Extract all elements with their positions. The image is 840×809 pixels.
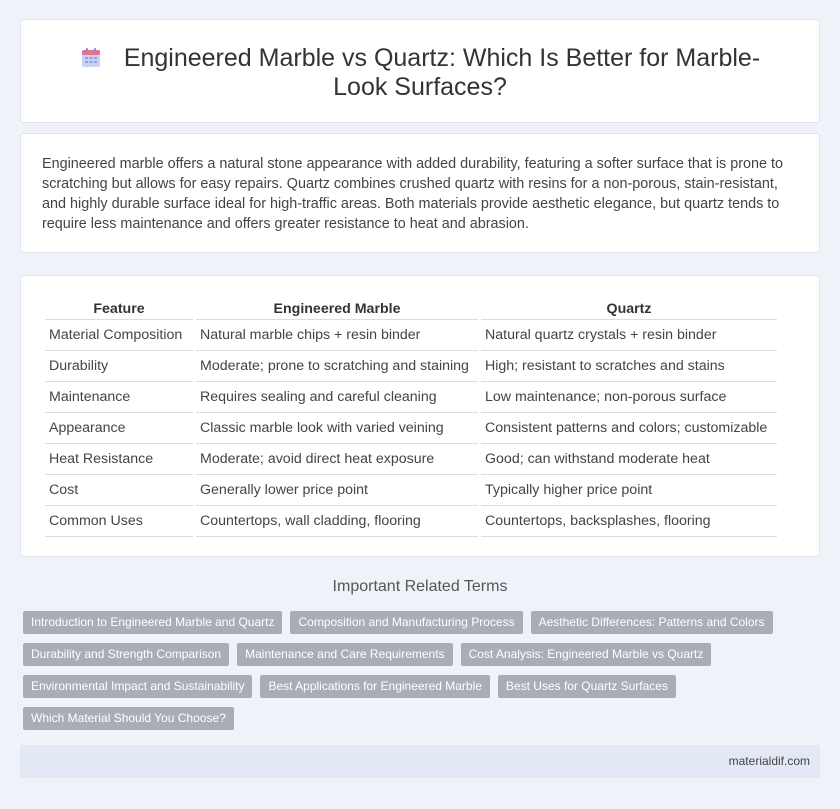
related-term-tag[interactable]: Best Uses for Quartz Surfaces [498, 675, 676, 698]
header-card [20, 19, 820, 123]
feature-cell: Maintenance [45, 382, 193, 413]
table-row [45, 320, 777, 351]
related-term-tag[interactable]: Introduction to Engineered Marble and Quartz [23, 611, 282, 634]
column-header-engineered-marble: Engineered Marble [196, 296, 478, 320]
footer-bar [20, 745, 820, 778]
intro-paragraph: Engineered marble offers a natural stone appearance with added durability, featuring a softer surface that is prone to scratching but allows for easy repairs. Quartz combines crushed quartz with resins for a non-porous, stain-resistant, and highly durable surface ideal for high-traffic areas. Both materials provide aesthetic elegance, but quartz tends to require less maintenance and offers greater resistance to heat and abrasion. [42, 156, 784, 232]
table-row [45, 444, 777, 475]
engineered-marble-cell: Moderate; prone to scratching and staining [196, 351, 478, 382]
related-term-tag[interactable]: Environmental Impact and Sustainability [23, 675, 252, 698]
table-row [45, 506, 777, 537]
engineered-marble-cell: Classic marble look with varied veining [196, 413, 478, 444]
quartz-cell: Low maintenance; non-porous surface [481, 382, 777, 413]
page-title-text: Engineered Marble vs Quartz: Which Is Better for Marble-Look Surfaces? [123, 44, 761, 101]
comparison-table [42, 296, 780, 537]
quartz-cell: Good; can withstand moderate heat [481, 444, 777, 475]
quartz-cell: Natural quartz crystals + resin binder [481, 320, 777, 351]
related-term-tag[interactable]: Durability and Strength Comparison [23, 643, 229, 666]
related-term-tag[interactable]: Cost Analysis: Engineered Marble vs Quartz [461, 643, 712, 666]
feature-cell: Cost [45, 475, 193, 506]
table-header-row [45, 296, 777, 320]
quartz-cell: Consistent patterns and colors; customizable [481, 413, 777, 444]
quartz-cell: Typically higher price point [481, 475, 777, 506]
column-header-quartz: Quartz [481, 296, 777, 320]
related-terms-list [23, 611, 803, 730]
engineered-marble-cell: Countertops, wall cladding, flooring [196, 506, 478, 537]
table-row [45, 382, 777, 413]
engineered-marble-cell: Generally lower price point [196, 475, 478, 506]
feature-cell: Durability [45, 351, 193, 382]
table-row [45, 475, 777, 506]
related-terms-heading: Important Related Terms [332, 578, 508, 595]
feature-cell: Appearance [45, 413, 193, 444]
comparison-card [20, 275, 820, 557]
intro-card [20, 133, 820, 253]
page-title [61, 44, 779, 102]
feature-cell: Material Composition [45, 320, 193, 351]
table-row [45, 413, 777, 444]
calendar-icon [80, 47, 102, 69]
table-row [45, 351, 777, 382]
related-term-tag[interactable]: Composition and Manufacturing Process [290, 611, 522, 634]
feature-cell: Heat Resistance [45, 444, 193, 475]
related-term-tag[interactable]: Which Material Should You Choose? [23, 707, 234, 730]
related-term-tag[interactable]: Maintenance and Care Requirements [237, 643, 452, 666]
engineered-marble-cell: Requires sealing and careful cleaning [196, 382, 478, 413]
quartz-cell: High; resistant to scratches and stains [481, 351, 777, 382]
quartz-cell: Countertops, backsplashes, flooring [481, 506, 777, 537]
related-term-tag[interactable]: Best Applications for Engineered Marble [260, 675, 489, 698]
feature-cell: Common Uses [45, 506, 193, 537]
related-term-tag[interactable]: Aesthetic Differences: Patterns and Colors [531, 611, 773, 634]
engineered-marble-cell: Moderate; avoid direct heat exposure [196, 444, 478, 475]
engineered-marble-cell: Natural marble chips + resin binder [196, 320, 478, 351]
column-header-feature: Feature [45, 296, 193, 320]
site-name[interactable]: materialdif.com [728, 754, 810, 768]
